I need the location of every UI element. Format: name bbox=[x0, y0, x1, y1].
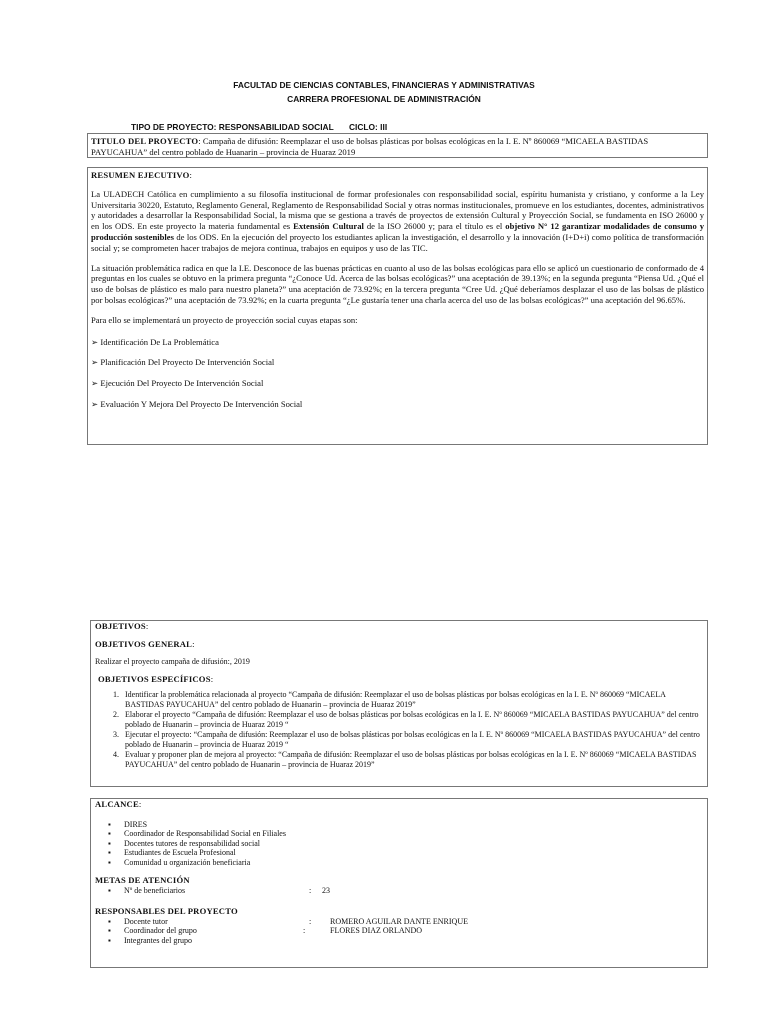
goals-label: METAS DE ATENCIÓN bbox=[95, 875, 190, 885]
list-item bbox=[124, 936, 703, 946]
stages-list bbox=[91, 337, 704, 410]
general-objective-text: Realizar el proyecto campaña de difusión:, 2019 bbox=[95, 657, 250, 666]
cycle-label: CICLO: III bbox=[349, 122, 388, 132]
scope-label: ALCANCE bbox=[95, 799, 139, 809]
list-item: ➢ Evaluación Y Mejora Del Proyecto De Intervención Social bbox=[91, 398, 303, 409]
summary-paragraph-1: La ULADECH Católica en cumplimiento a su filosofía institucional de formar profesionales con responsabilidad social, espíritu humanista y cristiano, y conforme a la Ley Universitaria 30220, Estatuto, Reglamento General, Reglamento de Responsabilidad Social y otras normas institucionales, promueve en los estudiantes, docentes, administrativos y autoridades a desarrollar la Responsabilidad Social, la misma que se gestiona a través de proyectos de extensión Cultural y Proyección Social, se fundamenta en ISO 26000 y en los ODS. En este proyecto la materia fundamental es Extensión Cultural de la ISO 26000 y; para el título es el objetivo N° 12 garantizar modalidades de consumo y producción sostenibles de los ODS. En la ejecución del proyecto los estudiantes aplican la investigación, el desarrollo y la innovación (I+D+i) como política de transformación social y; se comprometen hacer trabajos de mejora continua, trabajos en equipos y uso de las TIC. bbox=[91, 188, 704, 253]
list-item: ▪ Coordinador de Responsabilidad Social en Filiales bbox=[124, 829, 703, 839]
list-item: ▪ Comunidad u organización beneficiaria bbox=[124, 858, 703, 868]
project-type: TIPO DE PROYECTO: RESPONSABILIDAD SOCIAL bbox=[131, 122, 334, 132]
list-item: ▪ Docente tutor : ROMERO AGUILAR DANTE ENRIQUE bbox=[124, 917, 703, 927]
list-item: ▪ Nº de beneficiarios : 23 bbox=[124, 886, 703, 896]
specific-objectives-label: OBJETIVOS ESPECÍFICOS bbox=[98, 673, 211, 684]
list-item: 3. Ejecutar el proyecto: “Campaña de difusión: Reemplazar el uso de bolsas plásticas por bolsas ecológicas en la I. E. Nº 860069 “MICAELA BASTIDAS PAYUCAHUA” del centro poblado de Huanarin – provincia de Huaraz 2019 “ bbox=[121, 730, 703, 749]
responsible-role: Docente tutor bbox=[124, 916, 168, 926]
responsibles-label: RESPONSABLES DEL PROYECTO bbox=[95, 906, 238, 916]
list-item: 2. Elaborar el proyecto “Campaña de difusión: Reemplazar el uso de bolsas plásticas por bolsas ecológicas en la I. E. Nº 860069 “MICAELA BASTIDAS PAYUCAHUA” del centro poblado de Huanarin – provincia de Huaraz 2019 “ bbox=[121, 710, 703, 729]
list-item: ➢ Ejecución Del Proyecto De Intervención Social bbox=[91, 378, 264, 389]
list-item: ➢ Planificación Del Proyecto De Intervención Social bbox=[91, 357, 275, 368]
list-item: ➢ Identificación De La Problemática bbox=[91, 336, 219, 347]
responsible-name: FLORES DIAZ ORLANDO bbox=[330, 926, 422, 935]
beneficiaries-value: 23 bbox=[322, 885, 330, 895]
beneficiaries-label: Nº de beneficiarios bbox=[124, 885, 186, 895]
responsibles-list bbox=[95, 917, 703, 946]
objectives-label: OBJETIVOS bbox=[95, 621, 146, 631]
faculty-title: FACULTAD DE CIENCIAS CONTABLES, FINANCIERAS Y ADMINISTRATIVAS bbox=[233, 80, 535, 90]
list-item: ▪ Docentes tutores de responsabilidad social bbox=[124, 839, 703, 849]
project-type-line bbox=[131, 122, 388, 132]
list-item: ▪ Coordinador del grupo : FLORES DIAZ ORLANDO bbox=[124, 926, 703, 936]
goals-list bbox=[95, 886, 703, 896]
summary-box: RESUMEN EJECUTIVO: La ULADECH Católica en cumplimiento a su filosofía institucional de formar profesionales con responsabilidad social, espíritu humanista y cristiano, y conforme a la Ley Universitaria 30220, Estatuto, Reglamento General, Reglamento de Responsabilidad Social y otras normas institucionales, promueve en los estudiantes, docentes, administrativos y autoridades a desarrollar la Responsabilidad Social, la misma que se gestiona a través de proyectos de extensión Cultural y Proyección Social, se fundamenta en ISO 26000 y en los ODS. En este proyecto la materia fundamental es Extensión Cultural de la ISO 26000 y; para el título es el objetivo N° 12 garantizar modalidades de consumo y producción sostenibles de los ODS. En la ejecución del proyecto los estudiantes aplican la investigación, el desarrollo y la innovación (I+D+i) como política de transformación social y; se comprometen hacer trabajos de mejora continua, trabajos en equipos y uso de las TIC. La situación problemática radica en que la I.E. Desconoce de las buenas prácticas en cuanto al uso de las bolsas ecológicas para ello se aplicó un cuestionario de conformado de 4 preguntas en los cuales se obtuvo en la primera pregunta “¿Conoce Ud. Acerca de las bolsas ecológicas?” una aceptación de 39.13%; en la segunda pregunta “Piensa Ud. ¿Qué el uso de bolsas de plástico es malo para nuestro planeta?” una aceptación de 73.92%; en la tercera pregunta “Cree Ud. ¿Qué deberíamos desplazar el uso de las bolsas de plástico por bolsas ecológicas?” una aceptación de 73.92%; en la cuarta pregunta “¿Le gustaría tener una charla acerca del uso de las bolsas ecológicas?” una aceptación del 96.65%. Para ello se implementará un proyecto de proyección social cuyas etapas son: ➢ Identificación De La Problemática ➢ Planificación Del Proyecto De Intervención Social ➢ Ejecución Del Proyecto De Intervención Social ➢ Evaluación Y Mejora Del Proyecto De Intervención Social bbox=[87, 167, 708, 445]
responsible-role: Integrantes del grupo bbox=[124, 935, 192, 945]
responsible-name: ROMERO AGUILAR DANTE ENRIQUE bbox=[330, 916, 468, 926]
scope-list bbox=[95, 820, 703, 868]
list-item: ▪ Estudiantes de Escuela Profesional bbox=[124, 848, 703, 858]
responsible-role: Coordinador del grupo bbox=[124, 926, 197, 935]
scope-box: ALCANCE: ▪ DIRES ▪ Coordinador de Responsabilidad Social en Filiales ▪ Docentes tutores de responsabilidad social ▪ Estudiantes de Escuela Profesional ▪ Comunidad u organización beneficiaria METAS DE ATENCIÓN ▪ Nº de beneficiarios : 23 RESPONSABLES DEL PROYECTO ▪ Docente tutor : ROMERO AGUILAR DANTE ENRIQUE ▪ Coordinador del grupo : FLORES DIAZ ORLANDO ▪ Integrantes del grupo bbox=[90, 798, 708, 968]
list-item: ▪ DIRES bbox=[124, 820, 703, 830]
objectives-box: OBJETIVOS: OBJETIVOS GENERAL: Realizar el proyecto campaña de difusión:, 2019 OBJETIVOS ESPECÍFICOS: 1. Identificar la problemática relacionada al proyecto “Campaña de difusión: Reemplazar el uso de bolsas plásticas por bolsas ecológicas en la I. E. Nº 860069 “MICAELA BASTIDAS PAYUCAHUA” del centro poblado de Huanarin – provincia de Huaraz 2019” 2. Elaborar el proyecto “Campaña de difusión: Reemplazar el uso de bolsas plásticas por bolsas ecológicas en la I. E. Nº 860069 “MICAELA BASTIDAS PAYUCAHUA” del centro poblado de Huanarin – provincia de Huaraz 2019 “ 3. Ejecutar el proyecto: “Campaña de difusión: Reemplazar el uso de bolsas plásticas por bolsas ecológicas en la I. E. Nº 860069 “MICAELA BASTIDAS PAYUCAHUA” del centro poblado de Huanarin – provincia de Huaraz 2019 “ 4. Evaluar y proponer plan de mejora al proyecto: “Campaña de difusión: Reemplazar el uso de bolsas plásticas por bolsas ecológicas en la I. E. Nº 860069 “MICAELA BASTIDAS PAYUCAHUA” del centro poblado de Huanarin – provincia de Huaraz 2019” bbox=[90, 620, 708, 787]
project-title-box bbox=[87, 133, 708, 158]
list-item: 4. Evaluar y proponer plan de mejora al proyecto: “Campaña de difusión: Reemplazar el uso de bolsas plásticas por bolsas ecológicas en la I. E. Nº 860069 “MICAELA BASTIDAS PAYUCAHUA” del centro poblado de Huanarin – provincia de Huaraz 2019” bbox=[121, 750, 703, 769]
list-item: 1. Identificar la problemática relacionada al proyecto “Campaña de difusión: Reemplazar el uso de bolsas plásticas por bolsas ecológicas en la I. E. Nº 860069 “MICAELA BASTIDAS PAYUCAHUA” del centro poblado de Huanarin – provincia de Huaraz 2019” bbox=[121, 690, 703, 709]
project-title-text: : Campaña de difusión: Reemplazar el uso de bolsas plásticas por bolsas ecológicas en la I. E. Nº 860069 “MICAELA BASTIDAS PAYUCAHUA” del centro poblado de Huanarin – provincia de Huaraz 2019 bbox=[91, 136, 649, 157]
summary-label: RESUMEN EJECUTIVO bbox=[91, 170, 190, 180]
project-title-label: TITULO DEL PROYECTO bbox=[91, 136, 199, 146]
summary-paragraph-3: Para ello se implementará un proyecto de proyección social cuyas etapas son: bbox=[91, 314, 358, 325]
specific-objectives-list bbox=[95, 690, 703, 769]
general-objective-label: OBJETIVOS GENERAL bbox=[95, 638, 193, 649]
summary-paragraph-2: La situación problemática radica en que la I.E. Desconoce de las buenas prácticas en cuanto al uso de las bolsas ecológicas para ello se aplicó un cuestionario de conformado de 4 preguntas en los cuales se obtuvo en la primera pregunta “¿Conoce Ud. Acerca de las bolsas ecológicas?” una aceptación de 39.13%; en la segunda pregunta “Piensa Ud. ¿Qué el uso de bolsas de plástico es malo para nuestro planeta?” una aceptación de 73.92%; en la tercera pregunta “Cree Ud. ¿Qué deberíamos desplazar el uso de las bolsas de plástico por bolsas ecológicas?” una aceptación de 73.92%; en la cuarta pregunta “¿Le gustaría tener una charla acerca del uso de las bolsas ecológicas?” una aceptación del 96.65%. bbox=[91, 262, 704, 305]
career-title: CARRERA PROFESIONAL DE ADMINISTRACIÓN bbox=[287, 94, 481, 104]
